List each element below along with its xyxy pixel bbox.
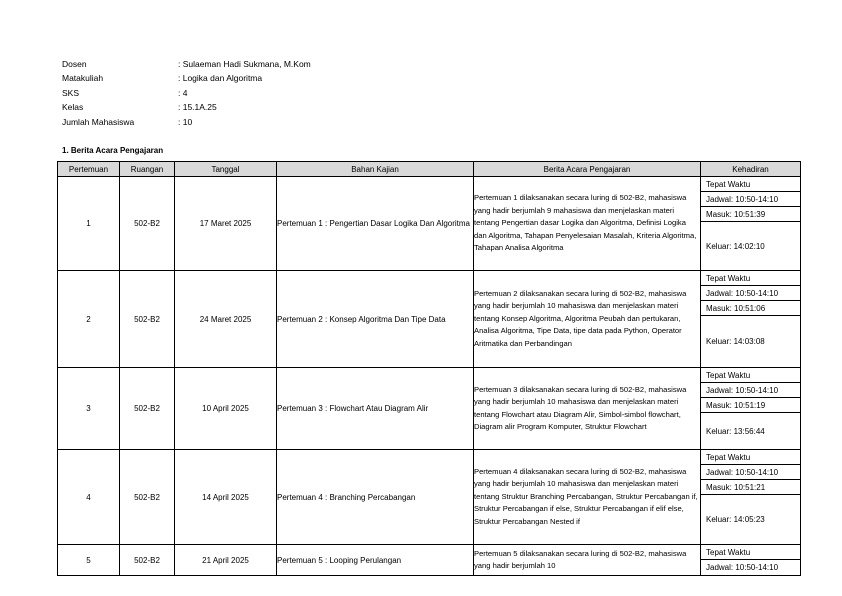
header-tanggal: Tanggal [175, 162, 277, 177]
attendance-jadwal: Jadwal: 10:50-14:10 [706, 563, 779, 572]
info-label: SKS [62, 87, 80, 98]
cell-berita-acara: Pertemuan 2 dilaksanakan secara luring di 502-B2, mahasiswa yang hadir berjumlah 10 mahasiswa dan menjelaskan materi tentang Konsep Algoritma, Algoritma Peubah dan pertukaran, Analisa Algoritma, Tipe Data, tipe data pada Python, Operator Aritmatika dan Perbandingan [474, 271, 701, 368]
cell-berita-acara: Pertemuan 3 dilaksanakan secara luring di 502-B2, mahasiswa yang hadir berjumlah 10 mahasiswa dan menjelaskan materi tentang Flowchart atau Diagram Alir, Simbol-simbol flowchart, Diagram alir Program Komputer, Struktur Flowchart [474, 368, 701, 450]
info-label: Jumlah Mahasiswa [62, 116, 135, 127]
attendance-status: Tepat Waktu [701, 271, 800, 286]
cell-bahan-kajian: Pertemuan 2 : Konsep Algoritma Dan Tipe Data [277, 271, 474, 368]
table-header-row [58, 162, 801, 177]
cell-ruangan: 502-B2 [120, 545, 175, 576]
info-value: : 10 [178, 116, 193, 127]
cell-tanggal: 24 Maret 2025 [175, 271, 277, 368]
attendance-masuk: Masuk: 10:51:19 [701, 398, 800, 413]
cell-ruangan: 502-B2 [120, 368, 175, 450]
attendance-status: Tepat Waktu [701, 177, 800, 192]
cell-bahan-kajian: Pertemuan 5 : Looping Perulangan [277, 545, 474, 576]
info-label: Dosen [62, 59, 87, 69]
cell-kehadiran [701, 545, 801, 576]
cell-kehadiran [701, 177, 801, 271]
cell-ruangan: 502-B2 [120, 450, 175, 545]
info-row-kelas [62, 100, 311, 114]
cell-pertemuan: 2 [58, 271, 120, 368]
info-value: : 4 [178, 87, 188, 98]
cell-tanggal: 21 April 2025 [175, 545, 277, 576]
header-ruangan: Ruangan [120, 162, 175, 177]
cell-pertemuan: 4 [58, 450, 120, 545]
cell-pertemuan: 1 [58, 177, 120, 271]
attendance-status: Tepat Waktu [701, 450, 800, 465]
table-row [58, 545, 801, 576]
info-value: : Sulaeman Hadi Sukmana, M.Kom [178, 59, 311, 69]
attendance-keluar: Keluar: 14:02:10 [706, 241, 765, 251]
attendance-masuk: Masuk: 10:51:39 [701, 207, 800, 222]
cell-kehadiran [701, 271, 801, 368]
cell-bahan-kajian: Pertemuan 1 : Pengertian Dasar Logika Dan Algoritma [277, 177, 474, 271]
attendance-jadwal: Jadwal: 10:50-14:10 [701, 383, 800, 398]
attendance-jadwal: Jadwal: 10:50-14:10 [701, 465, 800, 480]
cell-kehadiran [701, 368, 801, 450]
cell-berita-acara: Pertemuan 5 dilaksanakan secara luring di 502-B2, mahasiswa yang hadir berjumlah 10 [474, 545, 701, 576]
cell-kehadiran [701, 450, 801, 545]
attendance-keluar: Keluar: 13:56:44 [706, 426, 765, 436]
attendance-status: Tepat Waktu [701, 368, 800, 383]
berita-acara-table [57, 161, 801, 576]
attendance-status: Tepat Waktu [701, 545, 800, 560]
attendance-jadwal: Jadwal: 10:50-14:10 [701, 192, 800, 207]
attendance-masuk: Masuk: 10:51:06 [701, 301, 800, 316]
info-label: Kelas [62, 102, 84, 113]
header-berita-acara: Berita Acara Pengajaran [474, 162, 701, 177]
table-row [58, 450, 801, 545]
cell-bahan-kajian: Pertemuan 3 : Flowchart Atau Diagram Alir [277, 368, 474, 450]
cell-tanggal: 17 Maret 2025 [175, 177, 277, 271]
info-row-jumlah-mahasiswa [62, 115, 311, 129]
cell-berita-acara: Pertemuan 4 dilaksanakan secara luring di 502-B2, mahasiswa yang hadir berjumlah 10 mahasiswa dan menjelaskan materi tentang Struktur Branching Percabangan, Struktur Percabangan if, Struktur Percabangan if else, Struktur Percabangan if elif else, Struktur Percabangan Nested if [474, 450, 701, 545]
cell-tanggal: 14 April 2025 [175, 450, 277, 545]
attendance-jadwal: Jadwal: 10:50-14:10 [701, 286, 800, 301]
info-row-dosen [62, 57, 311, 71]
cell-bahan-kajian: Pertemuan 4 : Branching Percabangan [277, 450, 474, 545]
table-row [58, 271, 801, 368]
section-title: 1. Berita Acara Pengajaran [62, 146, 164, 155]
cell-ruangan: 502-B2 [120, 271, 175, 368]
info-value: : 15.1A.25 [178, 102, 217, 113]
cell-pertemuan: 5 [58, 545, 120, 576]
info-row-sks [62, 86, 311, 100]
info-row-matakuliah [62, 71, 311, 85]
header-bahan-kajian: Bahan Kajian [277, 162, 474, 177]
cell-ruangan: 502-B2 [120, 177, 175, 271]
table-row [58, 368, 801, 450]
attendance-keluar: Keluar: 14:05:23 [706, 515, 765, 524]
attendance-masuk: Masuk: 10:51:21 [701, 480, 800, 495]
info-label: Matakuliah [62, 73, 104, 84]
info-value: : Logika dan Algoritma [178, 73, 263, 84]
course-info [62, 57, 311, 129]
cell-pertemuan: 3 [58, 368, 120, 450]
cell-berita-acara: Pertemuan 1 dilaksanakan secara luring di 502-B2, mahasiswa yang hadir berjumlah 9 mahasiswa dan menjelaskan materi tentang Pengertian dasar Logika dan Algoritma, Definisi Logika dan Algoritma, Tahapan Penyelesaian Masalah, Kriteria Algoritma, Tahapan Analisa Algoritma [474, 177, 701, 271]
attendance-keluar: Keluar: 14:03:08 [706, 337, 765, 346]
header-pertemuan: Pertemuan [58, 162, 120, 177]
table-row [58, 177, 801, 271]
cell-tanggal: 10 April 2025 [175, 368, 277, 450]
header-kehadiran: Kehadiran [701, 162, 801, 177]
